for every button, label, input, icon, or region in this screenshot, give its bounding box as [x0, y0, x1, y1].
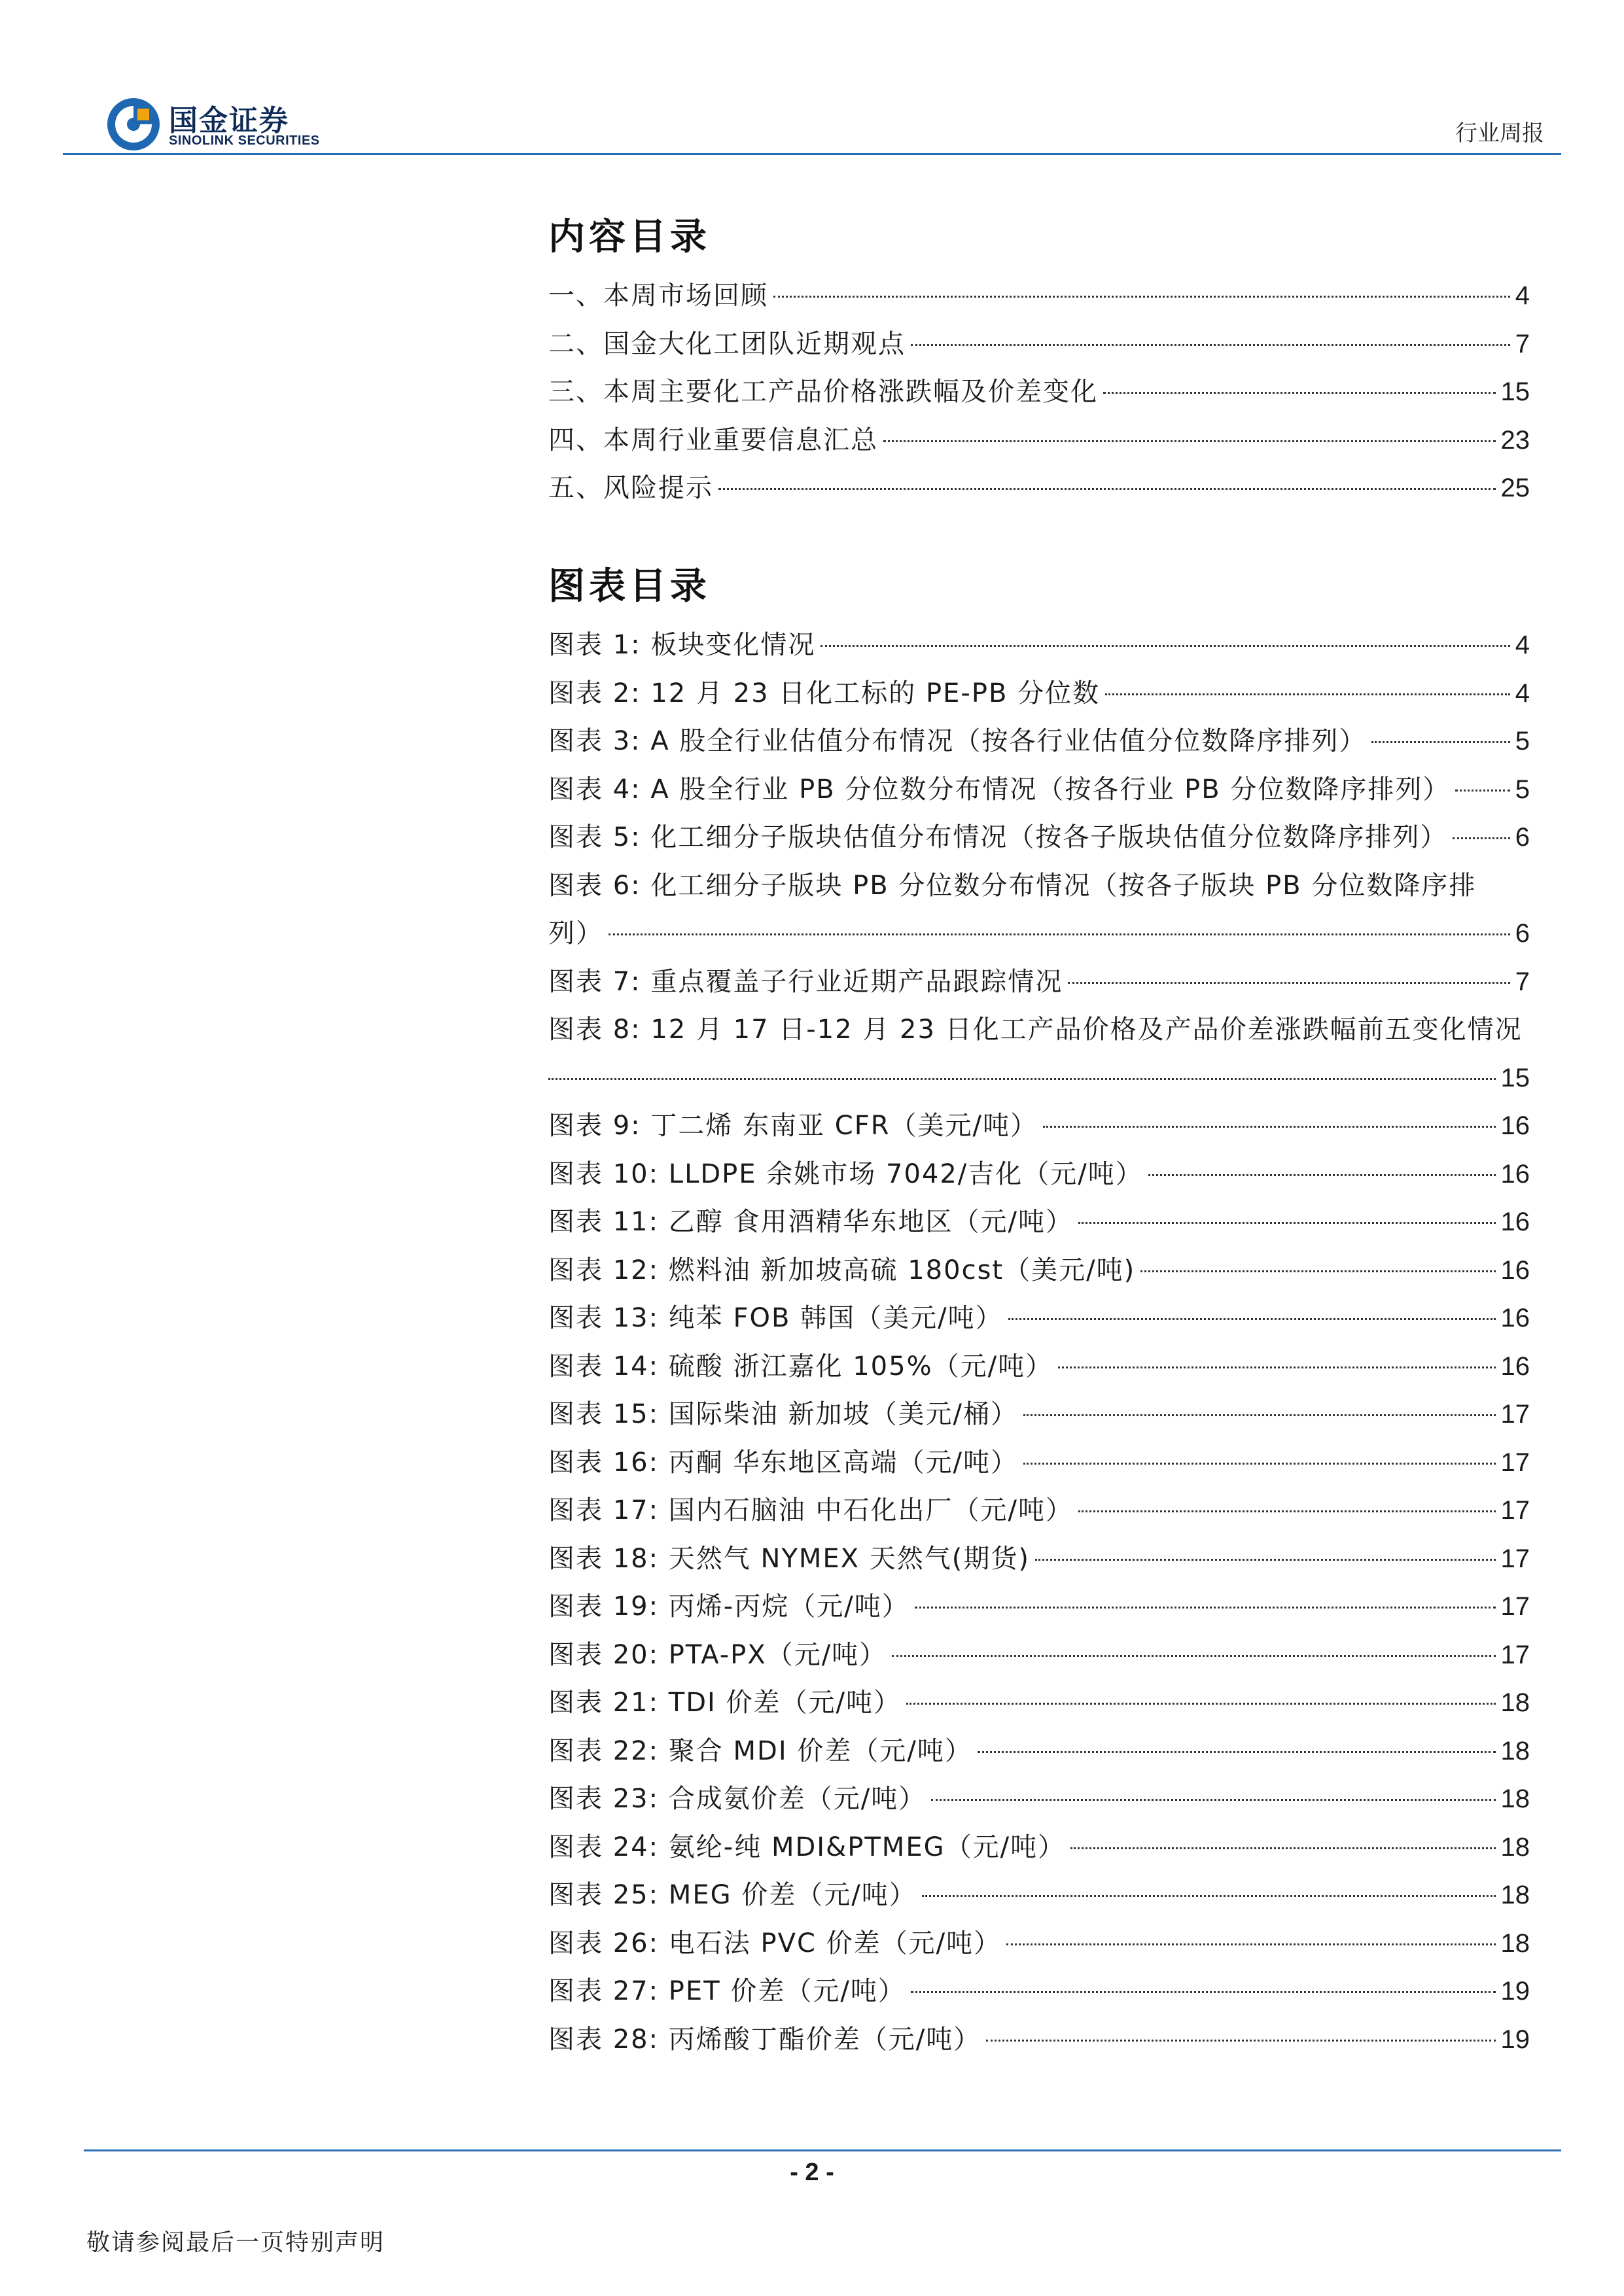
dot-leader: [1078, 1222, 1496, 1224]
dot-leader: [1078, 1510, 1496, 1512]
figure-entry[interactable]: [548, 1775, 1530, 1824]
figure-entry-page: 19: [1500, 1977, 1530, 2006]
figure-entry-label: 图表 28: 丙烯酸丁酯价差（元/吨）: [548, 2024, 981, 2055]
toc-entry-page: 7: [1515, 329, 1530, 358]
figure-entry[interactable]: [548, 1824, 1530, 1872]
figure-entry-label: 图表 16: 丙酮 华东地区高端（元/吨）: [548, 1447, 1018, 1478]
dot-leader: [1103, 392, 1496, 394]
dot-leader: [1371, 741, 1509, 743]
dot-leader: [1105, 693, 1510, 695]
figure-entry-label: 图表 9: 丁二烯 东南亚 CFR（美元/吨）: [548, 1111, 1038, 1141]
dot-leader: [1140, 1270, 1495, 1272]
figure-entry-page: 17: [1500, 1544, 1530, 1573]
figure-entry[interactable]: [548, 1871, 1530, 1920]
figure-entry-page: 16: [1500, 1304, 1530, 1332]
figure-entry-page: 17: [1500, 1592, 1530, 1621]
dot-leader: [1453, 837, 1509, 839]
figure-entry[interactable]: [548, 1198, 1530, 1247]
dot-leader: [718, 488, 1496, 490]
figure-entry-label: 图表 15: 国际柴油 新加坡（美元/桶）: [548, 1399, 1018, 1429]
figure-entry[interactable]: [548, 718, 1530, 766]
figure-entry[interactable]: [548, 670, 1530, 718]
figure-entry-label: 图表 23: 合成氨价差（元/吨）: [548, 1784, 927, 1814]
figure-entry-page: 16: [1500, 1255, 1530, 1285]
figure-entry-page: 4: [1515, 678, 1530, 708]
toc-entry-page: 15: [1500, 377, 1530, 406]
figure-entry-label: 图表 14: 硫酸 浙江嘉化 105%（元/吨）: [548, 1351, 1053, 1382]
figure-entry-label: 图表 10: LLDPE 余姚市场 7042/吉化（元/吨）: [548, 1158, 1143, 1189]
toc-entry-page: 25: [1500, 474, 1530, 502]
figure-entry-label: 图表 25: MEG 价差（元/吨）: [548, 1880, 917, 1910]
dot-leader: [1455, 790, 1509, 791]
page-number: - 2 -: [790, 2159, 834, 2186]
figure-entry-label: 图表 13: 纯苯 FOB 韩国（美元/吨）: [548, 1303, 1003, 1333]
figure-entry[interactable]: [548, 1102, 1530, 1151]
dot-leader: [821, 645, 1509, 647]
figure-entry-page: 16: [1500, 1351, 1530, 1381]
figure-entry-label: 图表 19: 丙烯-丙烷（元/吨）: [548, 1592, 909, 1622]
toc-entry-label: 五、风险提示: [548, 473, 713, 503]
dot-leader: [911, 344, 1510, 346]
figure-entry-page: 5: [1515, 774, 1530, 804]
company-logo: [106, 92, 342, 157]
figure-entry-label: 图表 20: PTA-PX（元/吨）: [548, 1639, 887, 1670]
sinolink-logo-icon: [106, 97, 161, 152]
dot-leader: [548, 1078, 1496, 1080]
figure-entry-label: 图表 24: 氨纶-纯 MDI&PTMEG（元/吨）: [548, 1832, 1066, 1862]
dot-leader: [931, 1799, 1495, 1801]
figure-entry-label: 图表 4: A 股全行业 PB 分位数分布情况（按各行业 PB 分位数降序排列）: [548, 774, 1451, 805]
figure-entry-page: 16: [1500, 1159, 1530, 1189]
figure-entry-label: 图表 26: 电石法 PVC 价差（元/吨）: [548, 1928, 1002, 1958]
dot-leader: [892, 1655, 1495, 1657]
figure-entry-label: 图表 18: 天然气 NYMEX 天然气(期货): [548, 1543, 1030, 1574]
figure-entry-page: 17: [1500, 1400, 1530, 1429]
toc-entry-label: 二、国金大化工团队近期观点: [548, 328, 906, 359]
toc-entry-label: 三、本周主要化工产品价格涨跌幅及价差变化: [548, 377, 1098, 407]
dot-leader: [883, 440, 1496, 442]
figure-entry[interactable]: [548, 1487, 1530, 1535]
figures-list: [548, 621, 1530, 2064]
figure-entry[interactable]: [548, 862, 1530, 958]
figure-entry[interactable]: [548, 1728, 1530, 1776]
figure-entry-label: 图表 7: 重点覆盖子行业近期产品跟踪情况: [548, 966, 1063, 997]
figure-entry-label-continued: 列）: [548, 918, 603, 948]
figure-entry[interactable]: [548, 1920, 1530, 1968]
figure-entry-label: 图表 3: A 股全行业估值分布情况（按各行业估值分位数降序排列）: [548, 726, 1367, 756]
figure-entry-page: 18: [1500, 1832, 1530, 1862]
toc-entry[interactable]: [548, 417, 1530, 465]
dot-leader: [1035, 1559, 1496, 1561]
footer-divider: [84, 2149, 1561, 2151]
dot-leader: [922, 1895, 1496, 1897]
figure-entry-page: 18: [1500, 1688, 1530, 1717]
figure-entry[interactable]: [548, 814, 1530, 862]
figure-entry[interactable]: [548, 1006, 1530, 1102]
figure-entry[interactable]: [548, 2016, 1530, 2064]
figure-entry[interactable]: [548, 1151, 1530, 1199]
figure-entry-page: 7: [1515, 967, 1530, 996]
figure-entry-page: 4: [1515, 631, 1530, 659]
dot-leader: [915, 1607, 1496, 1609]
figure-entry-page: 15: [1500, 1063, 1530, 1092]
dot-leader: [1070, 1847, 1495, 1849]
figure-entry[interactable]: [548, 1535, 1530, 1584]
figure-entry[interactable]: [548, 1439, 1530, 1487]
figure-entry[interactable]: [548, 958, 1530, 1007]
figure-entry-page: 18: [1500, 1928, 1530, 1958]
logo-text-cn: 国金证券: [169, 104, 289, 137]
dot-leader: [1058, 1366, 1495, 1368]
figure-entry-label: 图表 6: 化工细分子版块 PB 分位数分布情况（按各子版块 PB 分位数降序排: [548, 870, 1477, 901]
figure-entry-label: 图表 5: 化工细分子版块估值分布情况（按各子版块估值分位数降序排列）: [548, 822, 1448, 852]
figure-entry-page: 16: [1500, 1111, 1530, 1140]
figure-entry-page: 18: [1500, 1736, 1530, 1765]
figure-entry-label: 图表 2: 12 月 23 日化工标的 PE-PB 分位数: [548, 678, 1101, 708]
dot-leader: [1068, 982, 1509, 984]
figure-entry-page: 17: [1500, 1496, 1530, 1525]
toc-entry[interactable]: [548, 272, 1530, 321]
figure-entry-page: 6: [1515, 919, 1530, 948]
figure-entry[interactable]: [548, 621, 1530, 670]
figure-entry-label: 图表 8: 12 月 17 日-12 月 23 日化工产品价格及产品价差涨跌幅前五变化情况: [548, 1015, 1523, 1045]
figure-entry-page: 5: [1515, 727, 1530, 756]
toc-entry-label: 四、本周行业重要信息汇总: [548, 425, 878, 455]
figure-entry-page: 18: [1500, 1784, 1530, 1813]
dot-leader: [906, 1703, 1495, 1705]
dot-leader: [1006, 1943, 1495, 1945]
figure-entry-label: 图表 11: 乙醇 食用酒精华东地区（元/吨）: [548, 1207, 1073, 1237]
toc-entry[interactable]: [548, 464, 1530, 513]
figure-entry[interactable]: [548, 1391, 1530, 1439]
dot-leader: [773, 296, 1510, 298]
figure-entry-page: 16: [1500, 1208, 1530, 1236]
figure-entry-page: 17: [1500, 1640, 1530, 1669]
figure-entry[interactable]: [548, 1295, 1530, 1343]
dot-leader: [609, 933, 1510, 935]
dot-leader: [1008, 1318, 1496, 1320]
figures-title: 图表目录: [548, 565, 711, 608]
figure-entry[interactable]: [548, 766, 1530, 814]
dot-leader: [1023, 1414, 1496, 1416]
figure-entry[interactable]: [548, 1247, 1530, 1295]
figure-entry[interactable]: [548, 1343, 1530, 1391]
figure-entry[interactable]: [548, 1679, 1530, 1728]
toc-entry-page: 4: [1515, 281, 1530, 310]
figure-entry-label: 图表 17: 国内石脑油 中石化出厂（元/吨）: [548, 1495, 1073, 1525]
toc-entry[interactable]: [548, 321, 1530, 369]
figure-entry-page: 17: [1500, 1448, 1530, 1477]
figure-entry-label: 图表 21: TDI 价差（元/吨）: [548, 1688, 902, 1718]
dot-leader: [1148, 1174, 1496, 1176]
figure-entry-page: 18: [1500, 1881, 1530, 1909]
figure-entry-label: 图表 12: 燃料油 新加坡高硫 180cst（美元/吨): [548, 1255, 1136, 1285]
figure-entry-label: 图表 27: PET 价差（元/吨）: [548, 1976, 906, 2006]
dot-leader: [911, 1991, 1496, 1993]
figure-entry-page: 19: [1500, 2025, 1530, 2054]
toc-entry[interactable]: [548, 368, 1530, 417]
report-type: 行业周报: [1455, 120, 1544, 147]
dot-leader: [986, 2040, 1495, 2042]
contents-list: [548, 272, 1530, 513]
header-divider: [63, 153, 1561, 155]
figure-entry-label: 图表 22: 聚合 MDI 价差（元/吨）: [548, 1735, 972, 1766]
contents-title: 内容目录: [548, 216, 711, 258]
figure-entry[interactable]: [548, 1583, 1530, 1631]
figure-entry-label: 图表 1: 板块变化情况: [548, 630, 816, 660]
logo-text-en: SINOLINK SECURITIES: [169, 133, 320, 148]
footer-disclaimer: 敬请参阅最后一页特别声明: [86, 2229, 385, 2256]
figure-entry[interactable]: [548, 1631, 1530, 1680]
toc-entry-label: 一、本周市场回顾: [548, 281, 768, 311]
figure-entry[interactable]: [548, 1968, 1530, 2016]
dot-leader: [978, 1751, 1496, 1753]
dot-leader: [1043, 1126, 1496, 1128]
toc-entry-page: 23: [1500, 425, 1530, 455]
figure-entry-page: 6: [1515, 823, 1530, 852]
dot-leader: [1023, 1463, 1496, 1465]
